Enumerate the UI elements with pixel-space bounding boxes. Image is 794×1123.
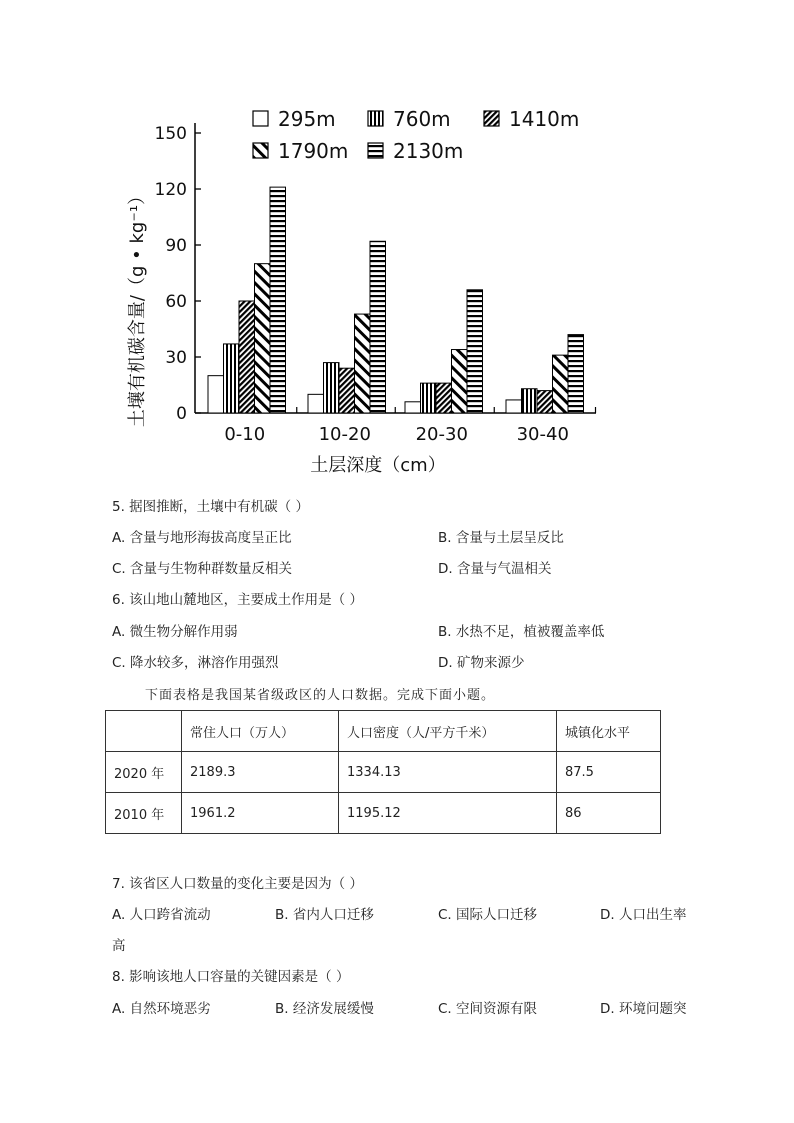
question-8-stem: 8. 影响该地人口容量的关键因素是（ ） (112, 969, 350, 985)
x-tick-label: 30-40 (516, 424, 569, 445)
table-header-cell (106, 711, 182, 752)
question-5-option-d[interactable]: D. 含量与气温相关 (438, 561, 552, 577)
bar (370, 241, 386, 413)
question-6-option-a[interactable]: A. 微生物分解作用弱 (112, 624, 238, 640)
table-cell: 87.5 (557, 752, 661, 793)
table-cell: 86 (557, 793, 661, 834)
bar (208, 376, 224, 413)
chart-bars (208, 187, 584, 413)
bar (506, 400, 522, 413)
bar (522, 389, 538, 413)
y-tick-label: 150 (154, 124, 187, 144)
table-cell: 2189.3 (182, 752, 339, 793)
table-cell: 1195.12 (339, 793, 557, 834)
chart-legend (253, 107, 579, 163)
soil-carbon-bar-chart (110, 95, 600, 480)
question-5-option-b[interactable]: B. 含量与土层呈反比 (438, 530, 564, 546)
y-tick-label: 90 (165, 236, 187, 256)
bar (436, 383, 452, 413)
x-axis-label: 土层深度（cm） (310, 455, 446, 476)
question-7-option-a[interactable]: A. 人口跨省流动 (112, 907, 211, 923)
bar (255, 264, 271, 413)
question-5-option-c[interactable]: C. 含量与生物种群数量反相关 (112, 561, 293, 577)
bar (568, 335, 584, 413)
legend-label: 1410m (509, 107, 580, 131)
question-8-option-d[interactable]: D. 环境问题突 (600, 1001, 687, 1017)
table-row (106, 752, 661, 793)
bar (339, 368, 355, 413)
x-tick-label: 20-30 (415, 424, 468, 445)
legend-swatch (368, 143, 383, 158)
y-tick-label: 30 (165, 348, 187, 368)
bar (270, 187, 286, 413)
table-cell: 2010 年 (106, 793, 182, 834)
question-7-option-d[interactable]: D. 人口出生率 (600, 907, 687, 923)
bar (239, 301, 255, 413)
bar (324, 363, 340, 413)
question-7-option-c[interactable]: C. 国际人口迁移 (438, 907, 538, 923)
question-5-stem: 5. 据图推断，土壤中有机碳（ ） (112, 499, 309, 515)
question-7-option-b[interactable]: B. 省内人口迁移 (275, 907, 374, 923)
question-6-stem: 6. 该山地山麓地区，主要成土作用是（ ） (112, 592, 363, 608)
table-cell: 2020 年 (106, 752, 182, 793)
bar (467, 290, 483, 413)
question-7-option-d-continued: 高 (112, 938, 126, 954)
bar (421, 383, 437, 413)
bar (553, 355, 569, 413)
bar (537, 391, 553, 413)
y-tick-label: 120 (154, 180, 187, 200)
bar (355, 314, 371, 413)
bar (405, 402, 421, 413)
table-header-cell: 城镇化水平 (557, 711, 661, 752)
y-axis-label: 土壤有机碳含量/（g • kg⁻¹） (127, 186, 148, 428)
question-6-option-c[interactable]: C. 降水较多，淋溶作用强烈 (112, 655, 279, 671)
table-header-row (106, 711, 661, 752)
legend-swatch (253, 111, 268, 126)
legend-swatch (368, 111, 383, 126)
table-row (106, 793, 661, 834)
bar (308, 394, 324, 413)
x-tick-label: 10-20 (318, 424, 371, 445)
question-6-option-b[interactable]: B. 水热不足，植被覆盖率低 (438, 624, 605, 640)
legend-label: 2130m (393, 139, 464, 163)
x-tick-label: 0-10 (224, 424, 266, 445)
question-7-stem: 7. 该省区人口数量的变化主要是因为（ ） (112, 876, 363, 892)
table-header-cell: 常住人口（万人） (182, 711, 339, 752)
question-5-option-a[interactable]: A. 含量与地形海拔高度呈正比 (112, 530, 292, 546)
y-tick-label: 60 (165, 292, 187, 312)
question-8-option-c[interactable]: C. 空间资源有限 (438, 1001, 538, 1017)
legend-label: 295m (278, 107, 336, 131)
table-intro: 下面表格是我国某省级政区的人口数据。完成下面小题。 (145, 688, 496, 703)
legend-label: 760m (393, 107, 451, 131)
population-table (105, 710, 661, 834)
question-8-option-a[interactable]: A. 自然环境恶劣 (112, 1001, 211, 1017)
bar (224, 344, 240, 413)
bar (452, 350, 468, 413)
legend-swatch (484, 111, 499, 126)
legend-label: 1790m (278, 139, 349, 163)
table-cell: 1334.13 (339, 752, 557, 793)
table-header-cell: 人口密度（人/平方千米） (339, 711, 557, 752)
legend-swatch (253, 143, 268, 158)
y-tick-label: 0 (176, 404, 187, 424)
question-8-option-b[interactable]: B. 经济发展缓慢 (275, 1001, 374, 1017)
table-cell: 1961.2 (182, 793, 339, 834)
question-6-option-d[interactable]: D. 矿物来源少 (438, 655, 525, 671)
